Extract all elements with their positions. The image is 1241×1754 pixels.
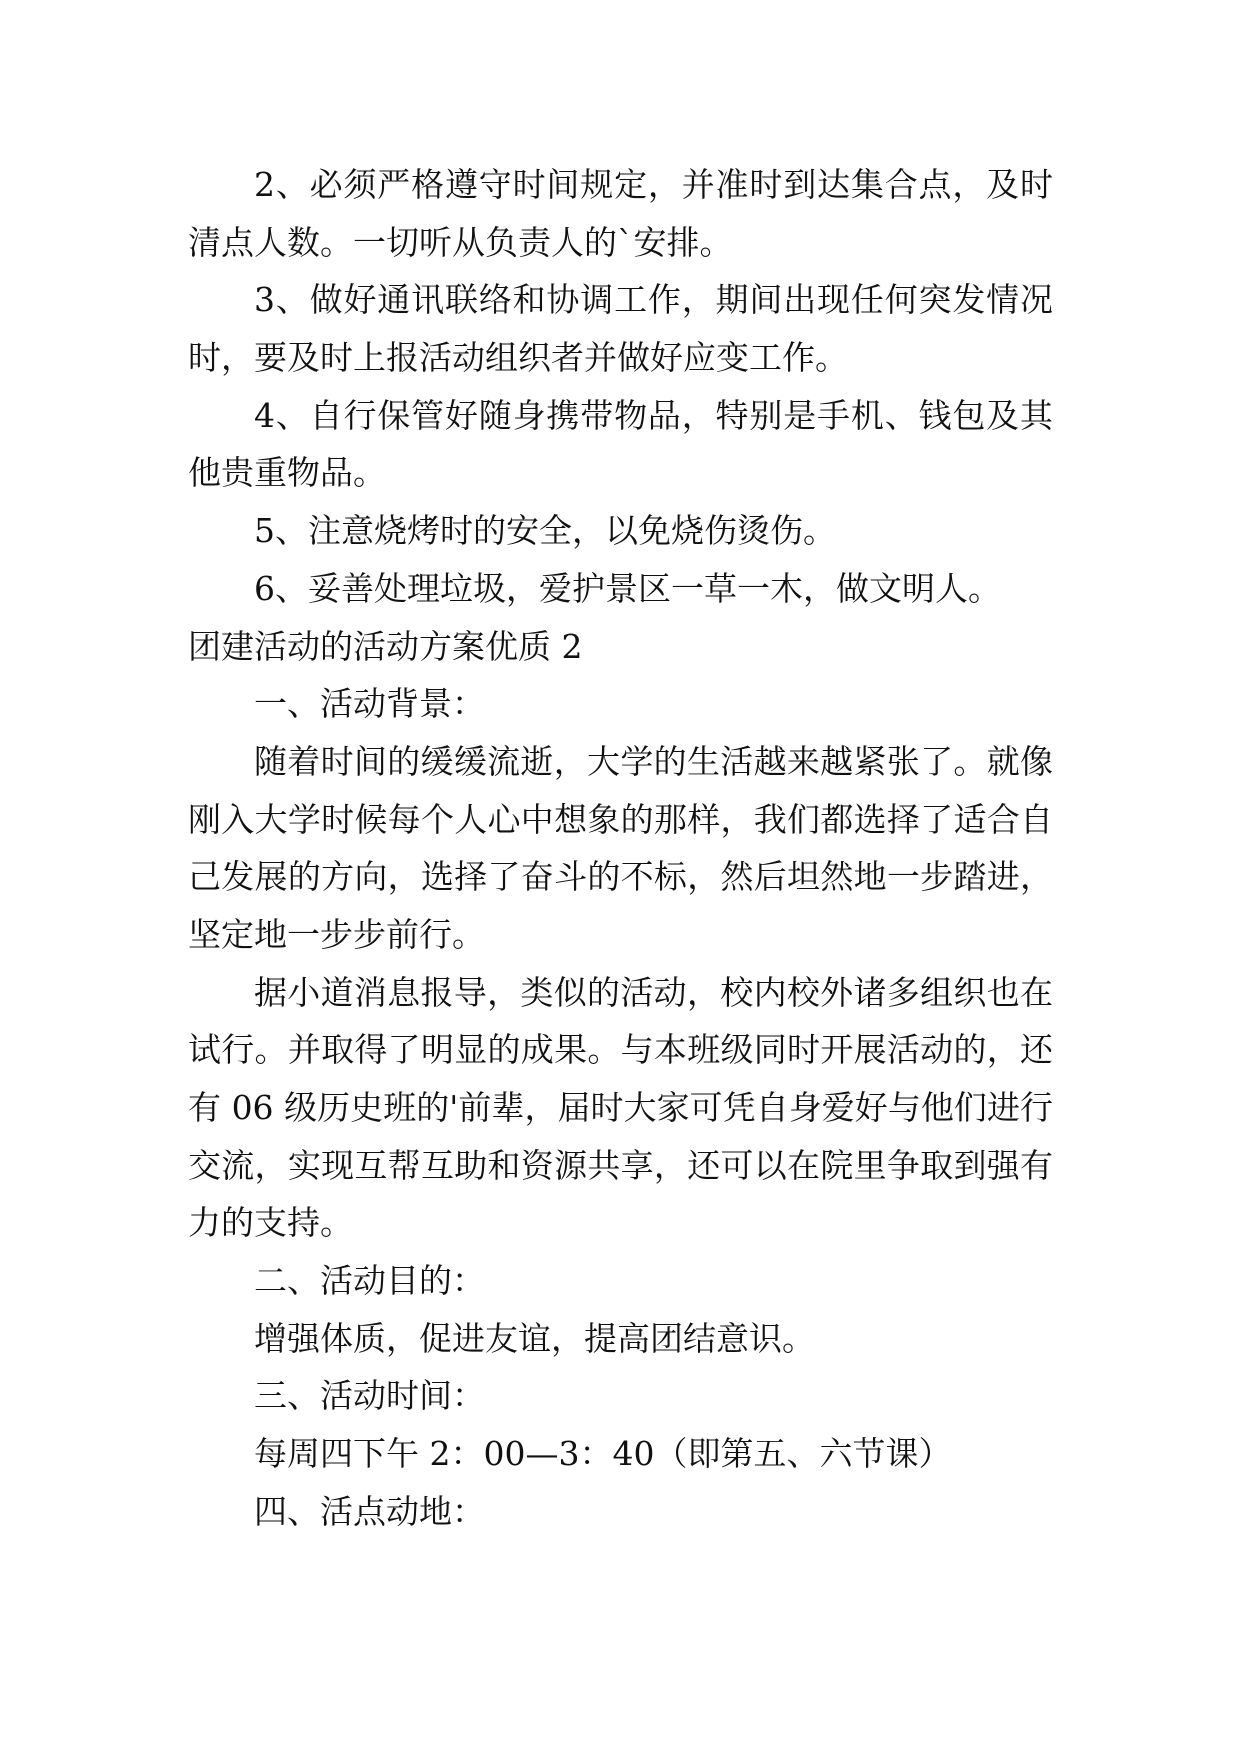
text-line: 2、必须严格遵守时间规定，并准时到达集合点，及时 <box>254 165 1053 204</box>
paragraph <box>188 1252 1053 1310</box>
paragraph <box>188 560 1053 618</box>
text-line: 5、注意烧烤时的安全，以免烧伤烫伤。 <box>254 511 836 551</box>
text-line: 己发展的方向，选择了奋斗的不标，然后坦然地一步踏进， <box>188 857 1053 897</box>
text-line: 坚定地一步步前行。 <box>188 914 485 954</box>
paragraph <box>188 387 1053 502</box>
text-line: 增强体质，促进友谊，提高团结意识。 <box>254 1318 815 1358</box>
text-line: 4、自行保管好随身携带物品，特别是手机、钱包及其 <box>254 395 1053 435</box>
section-title-text: 团建活动的活动方案优质 2 <box>188 626 583 666</box>
text-line: 随着时间的缓缓流逝，大学的生活越来越紧张了。就像 <box>254 741 1053 781</box>
text-line: 力的支持。 <box>188 1203 353 1243</box>
section-title <box>188 618 1053 676</box>
subheading-line: 四、活点动地： <box>254 1491 485 1531</box>
paragraph <box>188 1483 1053 1541</box>
document-body <box>188 156 1053 1541</box>
paragraph <box>188 1425 1053 1483</box>
subheading-line: 二、活动目的： <box>254 1261 485 1301</box>
text-line: 交流，实现互帮互助和资源共享，还可以在院里争取到强有 <box>188 1145 1053 1185</box>
text-line: 清点人数。一切听从负责人的`安排。 <box>188 222 733 262</box>
text-line: 他贵重物品。 <box>188 453 386 493</box>
text-line: 6、妥善处理垃圾，爱护景区一草一木，做文明人。 <box>254 568 1001 608</box>
text-line: 试行。并取得了明显的成果。与本班级同时开展活动的，还 <box>188 1030 1053 1070</box>
paragraph <box>188 675 1053 733</box>
paragraph <box>188 156 1053 271</box>
subheading-line: 一、活动背景： <box>254 684 485 724</box>
paragraph <box>188 502 1053 560</box>
paragraph <box>188 733 1053 964</box>
text-line: 据小道消息报导，类似的活动，校内校外诸多组织也在 <box>254 972 1053 1012</box>
text-line: 3、做好通讯联络和协调工作，期间出现任何突发情况 <box>254 280 1053 320</box>
paragraph <box>188 271 1053 386</box>
text-line: 时，要及时上报活动组织者并做好应变工作。 <box>188 338 848 378</box>
text-line: 有 06 级历史班的'前辈，届时大家可凭自身爱好与他们进行 <box>188 1088 1053 1127</box>
text-line: 刚入大学时候每个人心中想象的那样，我们都选择了适合自 <box>188 799 1053 839</box>
paragraph <box>188 964 1053 1252</box>
paragraph <box>188 1310 1053 1368</box>
text-line: 每周四下午 2：00—3：40（即第五、六节课） <box>254 1434 952 1474</box>
subheading-line: 三、活动时间： <box>254 1376 485 1416</box>
paragraph <box>188 1367 1053 1425</box>
